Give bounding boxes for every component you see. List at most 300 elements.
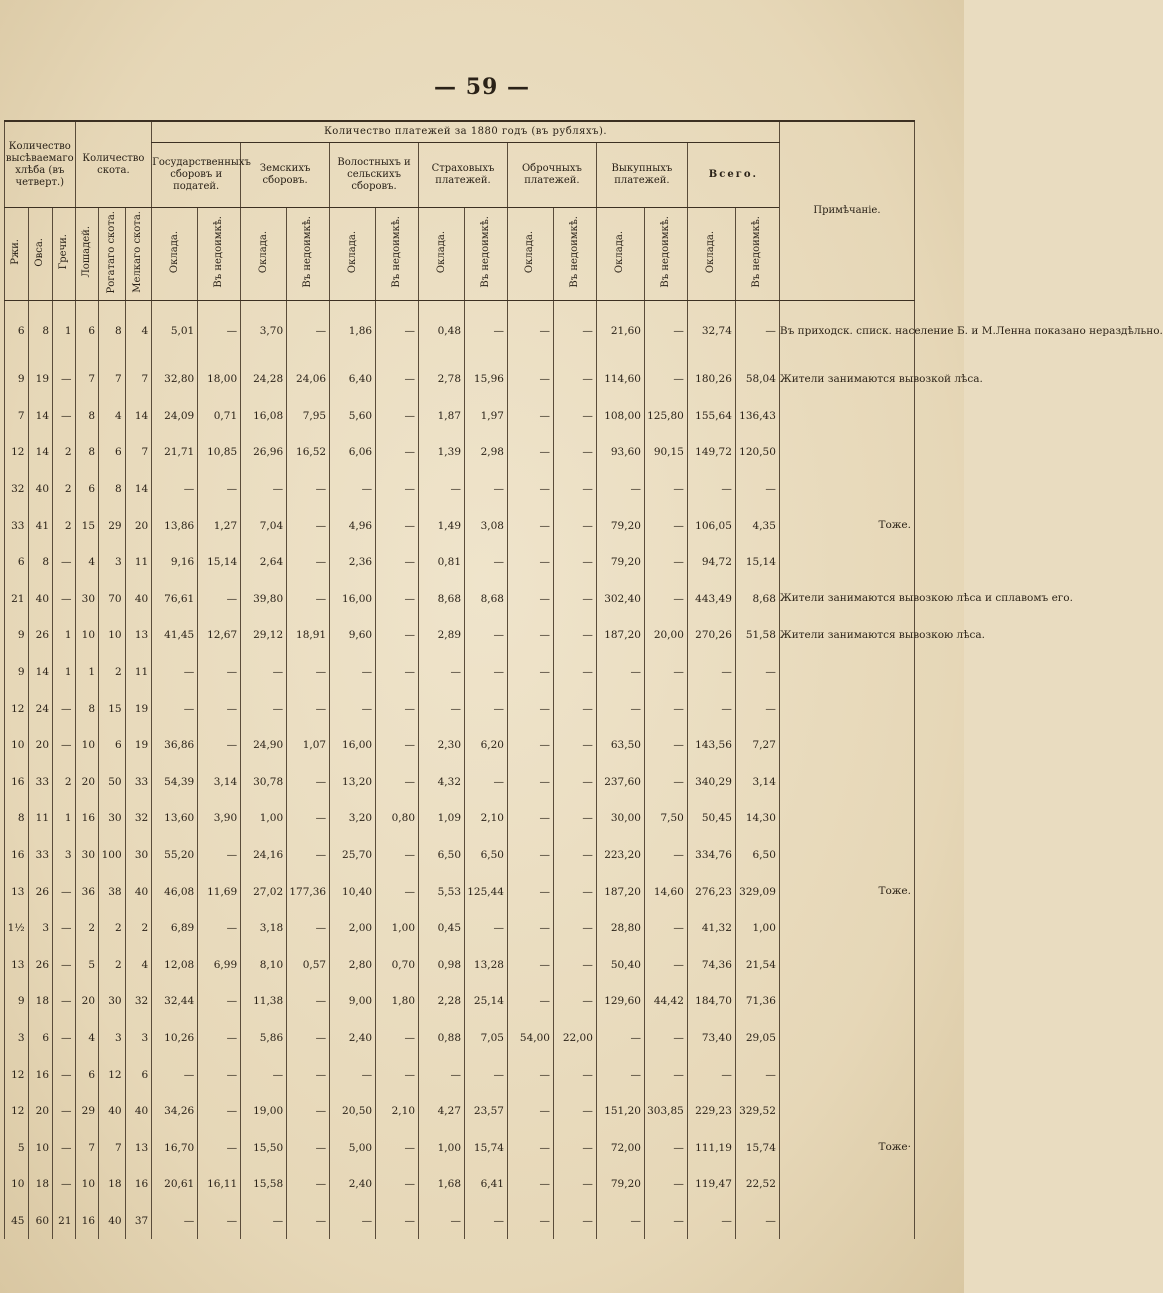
table-cell: — [376,1020,419,1057]
table-cell: 60 [28,1203,53,1240]
table-cell: 6 [75,471,99,508]
table-cell: 0,81 [419,544,465,581]
header-quitrent: Оброчныхъ платежей. [507,143,596,208]
table-cell: 5 [75,947,99,984]
table-cell: — [376,1166,419,1203]
header-insurance: Страховыхъ платежей. [419,143,508,208]
table-cell: 25,14 [465,983,508,1020]
table-row [5,617,915,654]
note-cell [779,1020,914,1057]
table-cell: 12,67 [198,617,241,654]
table-cell: 10 [99,617,126,654]
table-cell: 16 [28,1056,53,1093]
table-cell: 3 [99,1020,126,1057]
table-cell: 32 [125,983,152,1020]
table-row [5,947,915,984]
table-cell: — [198,301,241,362]
table-cell: 1 [75,654,99,691]
table-cell: 3,70 [241,301,287,362]
table-cell: — [553,983,596,1020]
table-cell: 120,50 [735,434,779,471]
header-redemption: Выкупныхъ платежей. [596,143,687,208]
table-cell: — [644,654,687,691]
table-cell: 55,20 [152,837,198,874]
table-cell: 334,76 [687,837,735,874]
header-cattle: Рогатаго скота. [99,208,126,301]
table-cell: 19 [125,727,152,764]
table-cell: 15 [75,507,99,544]
table-cell: — [553,1093,596,1130]
table-row [5,1166,915,1203]
table-cell: 2,89 [419,617,465,654]
table-cell: — [287,471,330,508]
table-cell: 5,86 [241,1020,287,1057]
note-cell: Жители занимаются вывозкой лѣса. [779,361,914,398]
table-cell: — [553,434,596,471]
table-cell: — [330,1203,376,1240]
note-cell [779,471,914,508]
table-cell: — [507,581,553,618]
table-cell: 2,36 [330,544,376,581]
table-cell: 0,48 [419,301,465,362]
table-cell: 2,78 [419,361,465,398]
table-cell: — [465,764,508,801]
table-cell: — [596,1020,644,1057]
table-cell: 8 [99,471,126,508]
table-row [5,1093,915,1130]
table-cell: 51,58 [735,617,779,654]
table-cell: 11 [28,800,53,837]
table-cell: 8 [75,690,99,727]
table-cell: 1,87 [419,398,465,435]
table-cell: 14 [125,398,152,435]
table-cell: 136,43 [735,398,779,435]
table-cell: — [553,471,596,508]
note-cell [779,1166,914,1203]
table-cell: 12 [5,434,29,471]
table-cell: — [376,471,419,508]
table-cell: 20 [75,764,99,801]
table-cell: 32,74 [687,301,735,362]
table-row [5,544,915,581]
table-cell: 6,50 [419,837,465,874]
table-cell: — [465,471,508,508]
table-cell: 2,40 [330,1166,376,1203]
table-cell: — [330,654,376,691]
table-cell: 16 [125,1166,152,1203]
table-cell: 40 [99,1203,126,1240]
table-cell: 9,60 [330,617,376,654]
table-cell: 7,95 [287,398,330,435]
table-cell: — [198,1129,241,1166]
table-cell: — [553,873,596,910]
table-cell: — [507,361,553,398]
table-cell: 4 [99,398,126,435]
table-cell: 8,68 [419,581,465,618]
table-cell: 119,47 [687,1166,735,1203]
table-cell: 50 [99,764,126,801]
table-cell: 0,80 [376,800,419,837]
header-rye: Ржи. [5,208,29,301]
table-row [5,654,915,691]
table-cell: 143,56 [687,727,735,764]
table-cell: 72,00 [596,1129,644,1166]
table-cell: — [330,471,376,508]
table-cell: 3,18 [241,910,287,947]
table-cell: 15,58 [241,1166,287,1203]
table-cell: 94,72 [687,544,735,581]
table-cell: — [507,1056,553,1093]
table-cell: 180,26 [687,361,735,398]
table-cell: 1 [53,301,76,362]
table-cell: 2,00 [330,910,376,947]
table-cell: 30 [99,983,126,1020]
table-row [5,398,915,435]
table-cell: 9,00 [330,983,376,1020]
table-cell: — [507,690,553,727]
table-cell: 16 [5,764,29,801]
table-cell: 13,20 [330,764,376,801]
table-cell: — [53,398,76,435]
table-cell: 40 [125,873,152,910]
table-cell: — [553,654,596,691]
note-cell [779,837,914,874]
table-cell: 10 [75,727,99,764]
table-cell: — [53,910,76,947]
header-state-fees: Государственныхъ сборовъ и податей. [152,143,241,208]
table-cell: 20,50 [330,1093,376,1130]
table-cell: 16,00 [330,727,376,764]
table-cell: 21,71 [152,434,198,471]
table-cell: — [376,398,419,435]
table-cell: 11 [125,544,152,581]
table-cell: 32 [5,471,29,508]
table-cell: 229,23 [687,1093,735,1130]
table-cell: 1,09 [419,800,465,837]
table-cell: 2 [53,764,76,801]
header-nedoimka: Въ недоимкѣ. [376,208,419,301]
note-cell [779,398,914,435]
table-cell: — [287,1093,330,1130]
note-cell: Въ приходск. списк. население Б. и М.Ленна показано нераздѣльно. [779,301,914,362]
table-cell: — [419,690,465,727]
table-cell: 24,06 [287,361,330,398]
table-cell: 14 [28,654,53,691]
header-oats: Овса. [28,208,53,301]
table-cell: — [53,873,76,910]
table-cell: — [553,581,596,618]
table-cell: 15 [99,690,126,727]
table-cell: — [287,910,330,947]
table-cell: 22,00 [553,1020,596,1057]
table-cell: 2 [53,507,76,544]
table-cell: 125,80 [644,398,687,435]
table-cell: — [507,1129,553,1166]
table-cell: — [376,654,419,691]
table-cell: — [596,690,644,727]
table-cell: 9,16 [152,544,198,581]
table-cell: 3 [28,910,53,947]
table-cell: — [198,983,241,1020]
table-cell: — [287,544,330,581]
table-cell: 41 [28,507,53,544]
header-payments-group: Количество платежей за 1880 годъ (въ рубляхъ). [152,121,780,143]
table-cell: — [644,1203,687,1240]
table-row [5,764,915,801]
table-cell: — [735,690,779,727]
table-cell: 18 [28,983,53,1020]
table-cell: 32,44 [152,983,198,1020]
note-cell [779,1203,914,1240]
table-cell: 6 [5,544,29,581]
table-cell: — [644,690,687,727]
table-cell: — [465,301,508,362]
table-cell: 10 [5,1166,29,1203]
note-cell [779,727,914,764]
table-cell: 73,40 [687,1020,735,1057]
table-cell: — [53,727,76,764]
table-cell: 7 [125,361,152,398]
table-cell: — [376,1129,419,1166]
table-cell: — [241,654,287,691]
table-cell: 1,00 [735,910,779,947]
table-cell: 2,10 [465,800,508,837]
table-cell: — [465,617,508,654]
table-cell: — [644,581,687,618]
table-cell: 1,49 [419,507,465,544]
table-cell: — [553,1056,596,1093]
table-cell: 1,80 [376,983,419,1020]
table-cell: — [241,471,287,508]
table-cell: — [553,690,596,727]
table-cell: — [419,654,465,691]
table-row [5,581,915,618]
table-cell: 63,50 [596,727,644,764]
header-volost-fees: Волостныхъ и сельскихъ сборовъ. [330,143,419,208]
table-cell: 1 [53,800,76,837]
table-cell: — [507,617,553,654]
table-cell: — [644,301,687,362]
table-cell: — [376,764,419,801]
table-cell: 187,20 [596,617,644,654]
table-cell: 0,70 [376,947,419,984]
table-cell: 2,64 [241,544,287,581]
table-cell: — [53,983,76,1020]
table-cell: — [687,1056,735,1093]
table-cell: 25,70 [330,837,376,874]
table-cell: — [152,471,198,508]
table-cell: 2 [99,947,126,984]
table-row [5,471,915,508]
table-cell: 1,39 [419,434,465,471]
table-cell: 223,20 [596,837,644,874]
table-cell: 41,45 [152,617,198,654]
table-cell: — [644,507,687,544]
table-cell: 32 [125,800,152,837]
table-cell: 9 [5,361,29,398]
table-row [5,507,915,544]
table-cell: 30 [99,800,126,837]
table-cell: — [287,1203,330,1240]
table-row [5,434,915,471]
table-cell: 9 [5,654,29,691]
table-cell: 15,14 [198,544,241,581]
table-cell: — [287,983,330,1020]
header-nedoimka: Въ недоимкѣ. [553,208,596,301]
table-cell: — [596,1056,644,1093]
table-cell: — [644,361,687,398]
table-cell: — [553,398,596,435]
table-cell: 8,68 [735,581,779,618]
table-cell: — [53,544,76,581]
header-oklad: Оклада. [152,208,198,301]
table-cell: 44,42 [644,983,687,1020]
table-cell: 8,68 [465,581,508,618]
table-cell: — [465,690,508,727]
table-cell: 15,74 [735,1129,779,1166]
table-cell: — [553,764,596,801]
table-cell: 6 [28,1020,53,1057]
table-cell: — [376,434,419,471]
table-cell: 16,08 [241,398,287,435]
table-row [5,301,915,362]
table-cell: 2,98 [465,434,508,471]
table-cell: 12,08 [152,947,198,984]
table-cell: — [735,654,779,691]
header-oklad: Оклада. [419,208,465,301]
table-cell: 151,20 [596,1093,644,1130]
table-cell: 8,10 [241,947,287,984]
table-cell: 46,08 [152,873,198,910]
table-cell: — [287,301,330,362]
table-cell: 6,50 [465,837,508,874]
table-cell: 1,97 [465,398,508,435]
table-cell: — [287,654,330,691]
table-cell: — [198,1203,241,1240]
table-cell: 6 [99,727,126,764]
page-number: — 59 — [434,74,530,100]
table-cell: 3,14 [198,764,241,801]
table-cell: 20 [28,727,53,764]
table-cell: 36 [75,873,99,910]
table-cell: 41,32 [687,910,735,947]
table-cell: 14,60 [644,873,687,910]
table-cell: — [507,873,553,910]
table-cell: 18 [28,1166,53,1203]
table-cell: 7 [5,398,29,435]
table-cell: 29,12 [241,617,287,654]
table-cell: — [53,1056,76,1093]
table-cell: 29,05 [735,1020,779,1057]
table-cell: 26 [28,947,53,984]
table-cell: 5 [5,1129,29,1166]
table-cell: 38 [99,873,126,910]
table-cell: 24,90 [241,727,287,764]
table-row [5,873,915,910]
table-cell: 70 [99,581,126,618]
table-cell: 108,00 [596,398,644,435]
table-cell: 79,20 [596,544,644,581]
table-cell: 5,60 [330,398,376,435]
header-oklad: Оклада. [507,208,553,301]
table-cell: 10,26 [152,1020,198,1057]
table-cell: 21 [53,1203,76,1240]
table-cell: 4 [125,301,152,362]
table-cell: 15,74 [465,1129,508,1166]
table-cell: — [465,910,508,947]
table-cell: 1½ [5,910,29,947]
table-cell: 1,68 [419,1166,465,1203]
table-cell: 5,53 [419,873,465,910]
table-cell: — [198,1056,241,1093]
table-cell: — [687,471,735,508]
note-cell [779,947,914,984]
table-cell: 7 [75,361,99,398]
table-cell: — [198,1093,241,1130]
table-cell: 20,61 [152,1166,198,1203]
table-cell: 0,71 [198,398,241,435]
table-cell: — [507,1093,553,1130]
table-cell: — [644,1166,687,1203]
table-cell: — [53,947,76,984]
table-cell: 7,05 [465,1020,508,1057]
table-cell: 1,86 [330,301,376,362]
table-cell: 13 [125,1129,152,1166]
table-cell: 237,60 [596,764,644,801]
table-cell: 13 [5,947,29,984]
table-cell: 21,54 [735,947,779,984]
table-row [5,1020,915,1057]
table-cell: — [465,1056,508,1093]
table-cell: 329,09 [735,873,779,910]
table-cell: — [735,1056,779,1093]
table-cell: 3 [5,1020,29,1057]
table-cell: — [287,1020,330,1057]
table-cell: 2,10 [376,1093,419,1130]
table-cell: 74,36 [687,947,735,984]
table-cell: — [376,873,419,910]
table-cell: 302,40 [596,581,644,618]
table-row [5,910,915,947]
table-cell: — [287,507,330,544]
note-cell [779,910,914,947]
table-cell: — [53,690,76,727]
table-cell: — [596,471,644,508]
table-cell: — [644,1056,687,1093]
header-small-cattle: Мелкаго скота. [125,208,152,301]
table-cell: 8 [28,544,53,581]
table-cell: 34,26 [152,1093,198,1130]
table-cell: — [553,544,596,581]
table-cell: 4 [75,1020,99,1057]
table-cell: 40 [125,581,152,618]
table-cell: 7,50 [644,800,687,837]
table-cell: — [152,1056,198,1093]
table-cell: 8 [99,301,126,362]
note-cell [779,1056,914,1093]
table-cell: 3 [99,544,126,581]
table-cell: — [644,910,687,947]
table-cell: 27,02 [241,873,287,910]
table-cell: 21 [5,581,29,618]
table-cell: — [507,1166,553,1203]
table-cell: 6 [125,1056,152,1093]
table-cell: 12 [5,690,29,727]
table-cell: 3,90 [198,800,241,837]
table-cell: — [241,1056,287,1093]
table-cell: 39,80 [241,581,287,618]
table-cell: 15,96 [465,361,508,398]
